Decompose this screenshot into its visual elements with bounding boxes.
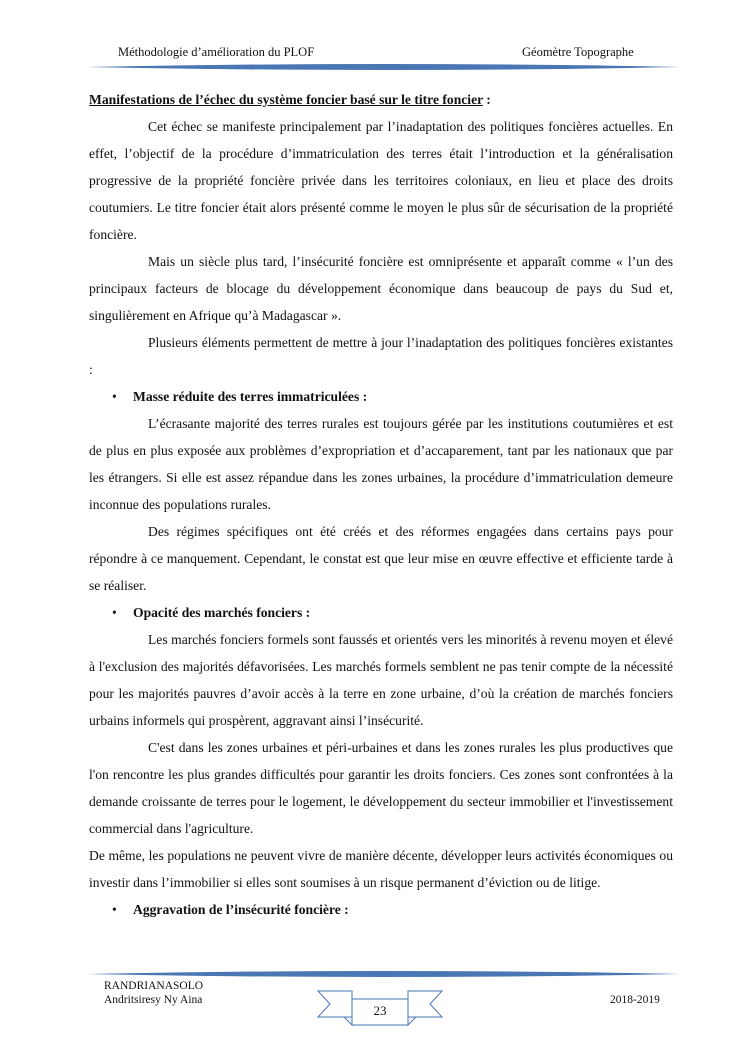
paragraph: Plusieurs éléments permettent de mettre à jour l’inadaptation des politiques foncières existantes : — [89, 335, 673, 377]
paragraph: L’écrasante majorité des terres rurales est toujours gérée par les institutions coutumières et est de plus en plus exposée aux problèmes d’expropriation et d’accaparement, tant par les nationaux que par les étrangers. Si elle est assez répandue dans les zones urbaines, la procédure d’immatriculation demeure inconnue des populations rurales. — [89, 416, 673, 512]
header-discipline: Géomètre Topographe — [522, 45, 634, 59]
paragraph: De même, les populations ne peuvent vivre de manière décente, développer leurs activités économiques ou investir dans l’immobilier si elles sont soumises à un risque permanent d’éviction ou de litige. — [89, 848, 673, 890]
paragraph: Mais un siècle plus tard, l’insécurité foncière est omniprésente et apparaît comme « l’un des principaux facteurs de blocage du développement économique dans beaucoup de pays du Sud et, singulièrement en Afrique qu’à Madagascar ». — [89, 254, 673, 323]
page-number: 23 — [373, 1003, 387, 1018]
document-body — [89, 86, 673, 923]
header-divider — [84, 62, 682, 72]
section-heading-colon: : — [482, 92, 491, 107]
bullet-label: Aggravation de l’insécurité foncière : — [133, 902, 349, 917]
section-heading — [89, 86, 673, 113]
header-document-title: Méthodologie d’amélioration du PLOF — [118, 45, 315, 59]
paragraph: Cet échec se manifeste principalement par l’inadaptation des politiques foncières actuelles. En effet, l’objectif de la procédure d’immatriculation des terres était l’introduction et la généralisation progressive de la propriété foncière privée dans les territoires coloniaux, en lieu et place des droits coutumiers. Le titre foncier était alors présenté comme le moyen le plus sûr de sécurisation de la propriété foncière. — [89, 119, 673, 242]
bullet-label: Opacité des marchés fonciers : — [133, 605, 311, 620]
footer-author-surname: RANDRIANASOLO — [104, 980, 204, 992]
paragraph: Des régimes spécifiques ont été créés et des réformes engagées dans certains pays pour répondre à ce manquement. Cependant, le constat est que leur mise en œuvre effective et efficiente tarde à se réaliser. — [89, 524, 673, 593]
bullet-icon: • — [112, 605, 117, 620]
section-heading-title: Manifestations de l’échec du système foncier basé sur le titre foncier — [89, 92, 483, 107]
bullet-item — [89, 599, 673, 626]
bullet-icon: • — [112, 389, 117, 404]
footer-author-firstname: Andritsiresy Ny Aina — [104, 994, 203, 1006]
footer-academic-year: 2018-2019 — [610, 994, 660, 1006]
paragraph: Les marchés fonciers formels sont faussés et orientés vers les minorités à revenu moyen et élevé à l'exclusion des majorités défavorisées. Les marchés formels semblent ne pas tenir compte de la nécessité pour les majorités pauvres d’avoir accès à la terre en zone urbaine, d’où la création de marchés fonciers urbains informels qui prospèrent, aggravant ainsi l’insécurité. — [89, 632, 673, 728]
bullet-icon: • — [112, 902, 117, 917]
paragraph: C'est dans les zones urbaines et péri-urbaines et dans les zones rurales les plus productives que l'on rencontre les plus grandes difficultés pour garantir les droits fonciers. Ces zones sont confrontées à la demande croissante de terres pour le logement, le développement du secteur immobilier et l'investissement commercial dans l'agriculture. — [89, 740, 673, 836]
bullet-item — [89, 383, 673, 410]
footer-divider — [84, 969, 682, 979]
bullet-item — [89, 896, 673, 923]
bullet-label: Masse réduite des terres immatriculées : — [133, 389, 368, 404]
